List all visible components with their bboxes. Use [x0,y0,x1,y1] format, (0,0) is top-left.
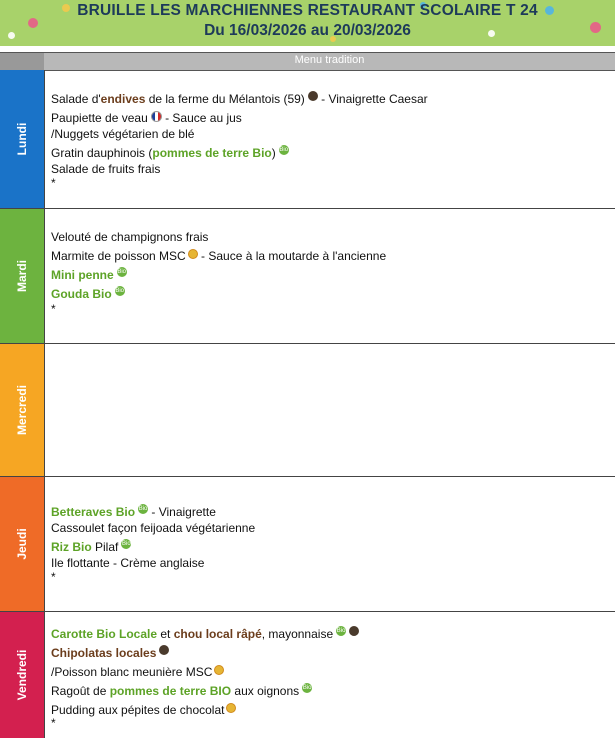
menu-item: Marmite de poisson MSC - Sauce à la moutarde à l'ancienne [51,249,387,263]
menu-item: /Poisson blanc meunière MSC [51,663,611,682]
french-flag-icon [151,111,162,122]
day-name: Lundi [15,122,29,156]
menu-item: Gratin dauphinois (pommes de terre Bio) Bio [51,146,289,160]
menu-item: * [51,570,56,584]
day-bar-mercredi [0,344,44,476]
menu-item: Mini penne Bio [51,268,126,282]
day-content [44,477,615,611]
menu-item: Cassoulet façon feijoada végétarienne [51,521,256,535]
menu-item: Ile flottante - Crème anglaise [51,556,205,570]
day-name: Mercredi [15,384,29,436]
local-producer-icon [159,645,169,655]
day-row-vendredi [0,612,615,738]
bio-icon: Bio [279,147,289,153]
day-row-mardi [0,209,615,344]
msc-label-icon [214,665,224,675]
menu-item: Ragoût de pommes de terre BIO aux oignons Bio [51,684,312,698]
bio-icon: Bio [138,506,148,512]
quality-label-icon [226,703,236,713]
menu-item: Carotte Bio Locale et chou local râpé, mayonnaise Bio [51,625,611,644]
menu-item: /Nuggets végétarien de blé [51,127,195,141]
menu-item: Paupiette de veau - Sauce au jus [51,111,242,125]
day-row-lundi [0,70,615,209]
menu-item: Pudding aux pépites de chocolat [51,701,611,720]
day-name: Jeudi [15,528,29,560]
local-producer-icon [349,626,359,636]
menu-item: * [51,176,56,190]
page-title: BRUILLE LES MARCHIENNES RESTAURANT SCOLAIRE T 24 [77,2,538,19]
menu-item: Salade de fruits frais [51,162,161,176]
menu-item: Salade d'endives de la ferme du Mélantois (59) - Vinaigrette Caesar [51,92,428,106]
day-bar-mardi [0,209,44,343]
bio-icon: Bio [302,685,312,691]
bio-icon: Bio [117,269,126,275]
menu-header [0,0,615,46]
menu-item: * [51,302,56,316]
day-content [44,70,615,208]
column-header-corner [0,53,44,70]
day-content [44,344,615,476]
msc-label-icon [188,249,198,259]
day-bar-jeudi [0,477,44,611]
column-header-label: Menu tradition [294,54,365,66]
day-row-mercredi [0,344,615,477]
menu-item: Chipolatas locales [51,644,611,663]
menu-item: Betteraves Bio Bio - Vinaigrette [51,505,216,519]
local-producer-icon [308,91,318,101]
bio-icon: Bio [336,628,346,634]
day-content [44,612,615,738]
date-range: Du 16/03/2026 au 20/03/2026 [204,22,411,39]
day-name: Vendredi [15,649,29,701]
menu-item: * [51,716,56,730]
bio-icon: Bio [115,288,124,294]
bio-icon: Bio [122,541,131,547]
day-row-jeudi [0,477,615,612]
day-bar-lundi [0,70,44,208]
day-name: Mardi [15,259,29,293]
menu-item: Gouda Bio Bio [51,287,124,301]
day-bar-vendredi [0,612,44,738]
menu-item: Riz Bio Pilaf Bio [51,540,131,554]
column-header [0,52,615,71]
menu-item: Velouté de champignons frais [51,230,209,244]
day-content [44,209,615,343]
